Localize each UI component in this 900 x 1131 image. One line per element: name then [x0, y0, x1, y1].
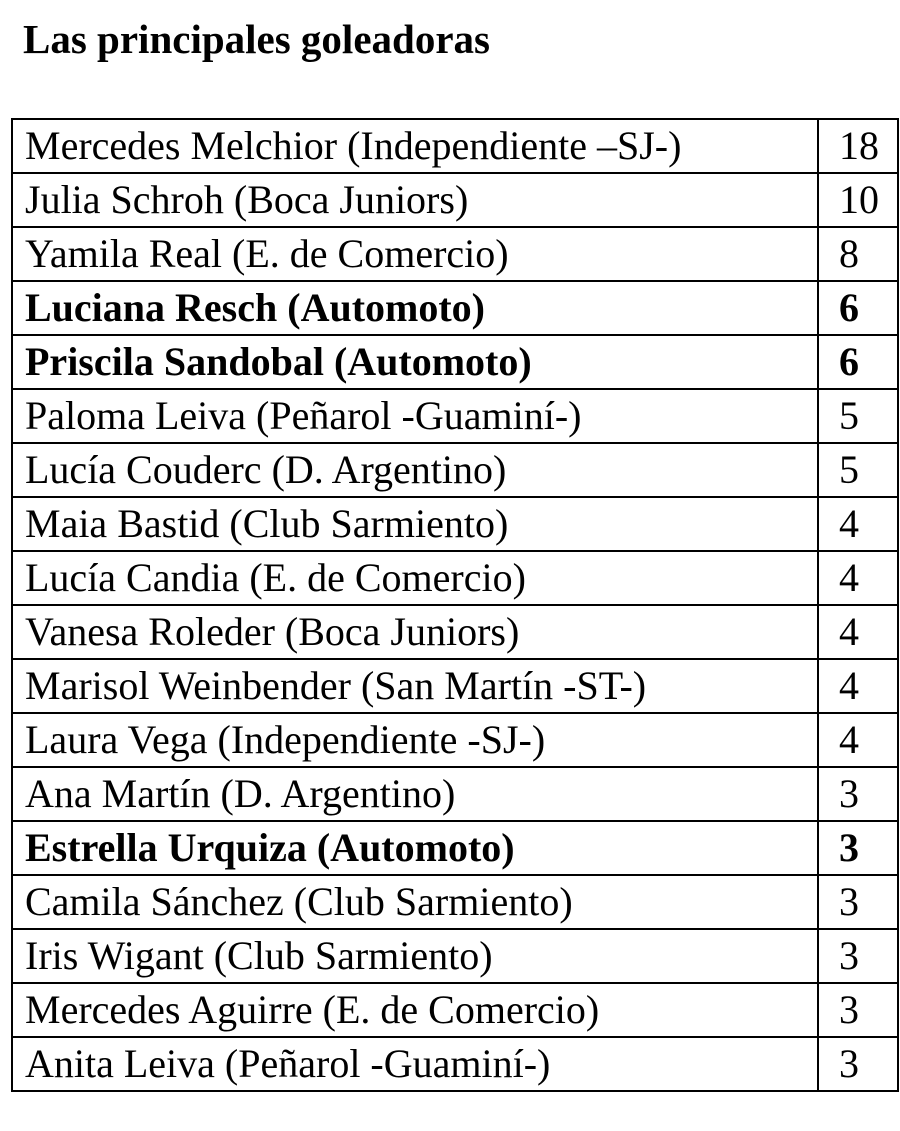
table-row: [12, 173, 898, 227]
table-row: [12, 551, 898, 605]
player-name-cell: Laura Vega (Independiente -SJ-): [12, 713, 818, 767]
player-name-cell: Luciana Resch (Automoto): [12, 281, 818, 335]
table-row: [12, 335, 898, 389]
goals-cell: 4: [818, 659, 898, 713]
goals-cell: 3: [818, 929, 898, 983]
goals-cell: 3: [818, 983, 898, 1037]
player-name-cell: Vanesa Roleder (Boca Juniors): [12, 605, 818, 659]
table-row: [12, 659, 898, 713]
goals-cell: 6: [818, 281, 898, 335]
table-row: [12, 929, 898, 983]
player-name-cell: Ana Martín (D. Argentino): [12, 767, 818, 821]
player-name-cell: Yamila Real (E. de Comercio): [12, 227, 818, 281]
table-row: [12, 875, 898, 929]
table-row: [12, 497, 898, 551]
goals-cell: 10: [818, 173, 898, 227]
goals-cell: 4: [818, 551, 898, 605]
goals-cell: 5: [818, 443, 898, 497]
player-name-cell: Maia Bastid (Club Sarmiento): [12, 497, 818, 551]
goals-cell: 3: [818, 1037, 898, 1091]
player-name-cell: Paloma Leiva (Peñarol -Guaminí-): [12, 389, 818, 443]
player-name-cell: Julia Schroh (Boca Juniors): [12, 173, 818, 227]
table-row: [12, 983, 898, 1037]
table-row: [12, 1037, 898, 1091]
goals-cell: 4: [818, 605, 898, 659]
table-row: [12, 119, 898, 173]
table-row: [12, 821, 898, 875]
player-name-cell: Lucía Candia (E. de Comercio): [12, 551, 818, 605]
player-name-cell: Estrella Urquiza (Automoto): [12, 821, 818, 875]
player-name-cell: Camila Sánchez (Club Sarmiento): [12, 875, 818, 929]
goals-cell: 4: [818, 497, 898, 551]
top-scorers-table: [11, 118, 899, 1092]
player-name-cell: Anita Leiva (Peñarol -Guaminí-): [12, 1037, 818, 1091]
goals-cell: 8: [818, 227, 898, 281]
table-row: [12, 767, 898, 821]
player-name-cell: Marisol Weinbender (San Martín -ST-): [12, 659, 818, 713]
player-name-cell: Priscila Sandobal (Automoto): [12, 335, 818, 389]
goals-cell: 3: [818, 875, 898, 929]
table-row: [12, 281, 898, 335]
table-body: [12, 119, 898, 1091]
table-row: [12, 443, 898, 497]
table-row: [12, 227, 898, 281]
goals-cell: 3: [818, 821, 898, 875]
player-name-cell: Lucía Couderc (D. Argentino): [12, 443, 818, 497]
goals-cell: 4: [818, 713, 898, 767]
player-name-cell: Mercedes Aguirre (E. de Comercio): [12, 983, 818, 1037]
table-row: [12, 605, 898, 659]
page-title: Las principales goleadoras: [23, 16, 490, 62]
table-row: [12, 713, 898, 767]
table-row: [12, 389, 898, 443]
goals-cell: 18: [818, 119, 898, 173]
player-name-cell: Iris Wigant (Club Sarmiento): [12, 929, 818, 983]
goals-cell: 5: [818, 389, 898, 443]
goals-cell: 6: [818, 335, 898, 389]
goals-cell: 3: [818, 767, 898, 821]
player-name-cell: Mercedes Melchior (Independiente –SJ-): [12, 119, 818, 173]
